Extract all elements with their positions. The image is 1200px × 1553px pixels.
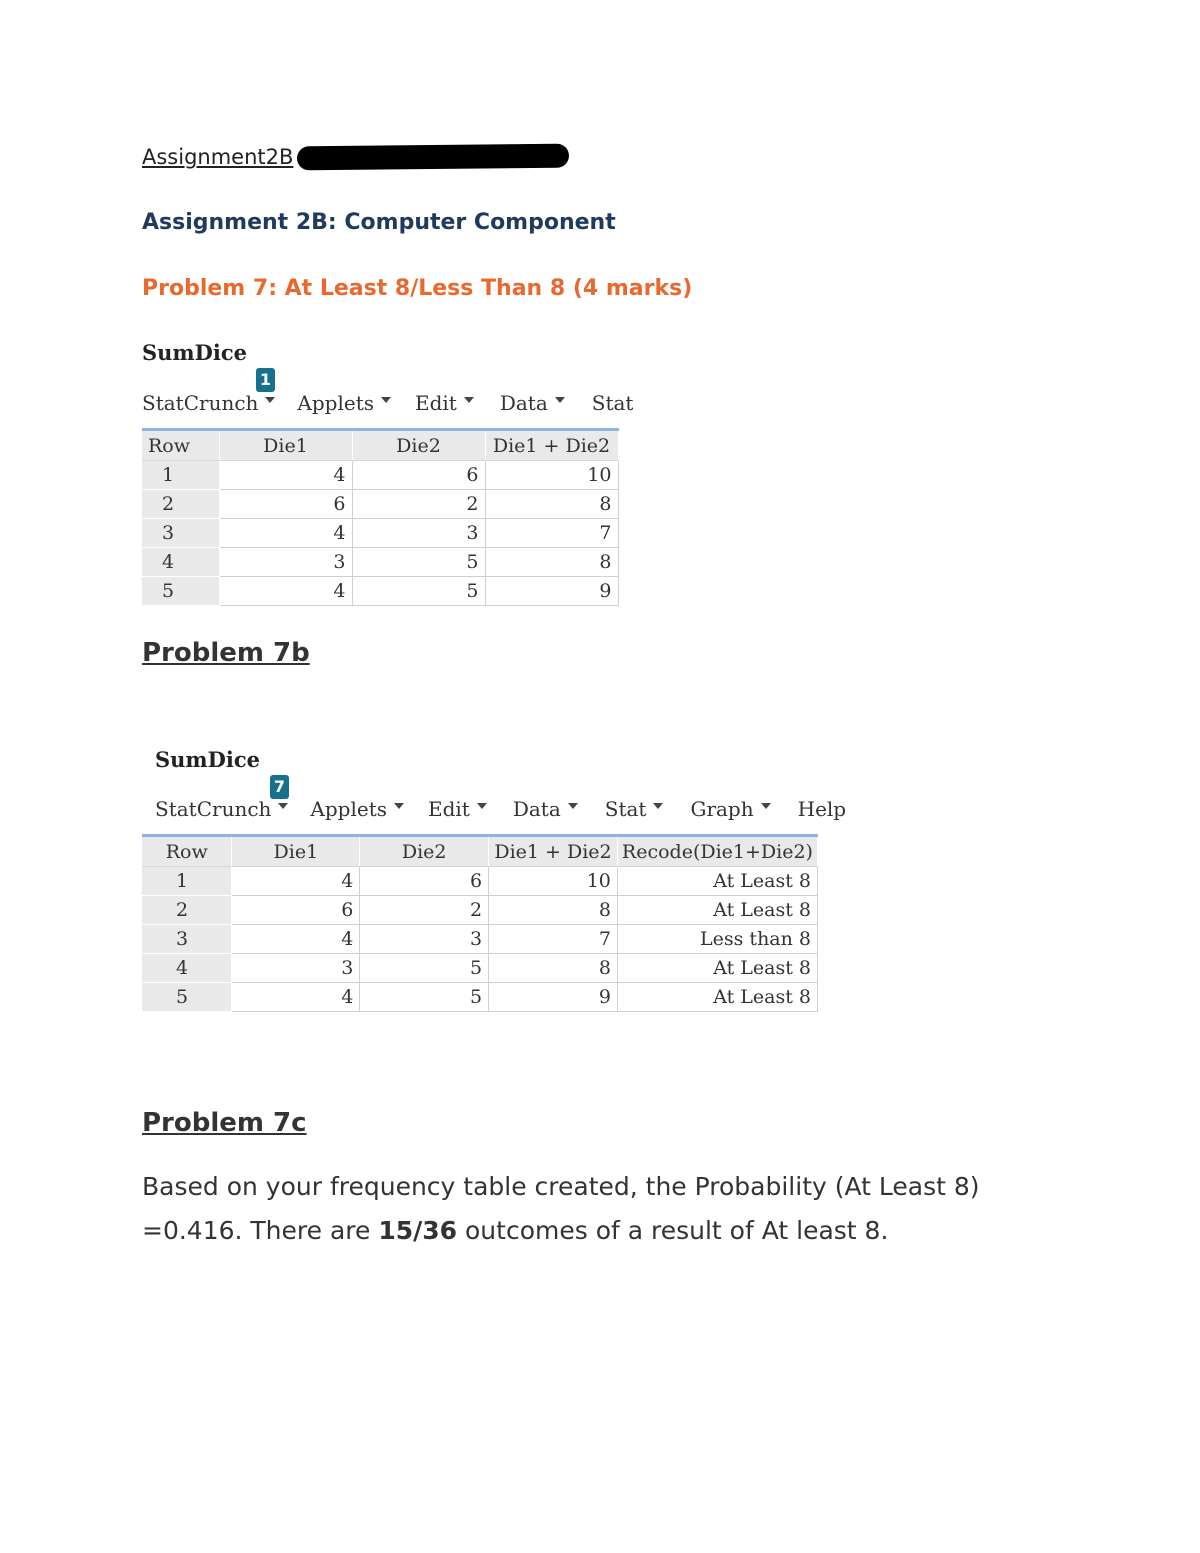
menu-edit[interactable]: Edit — [415, 391, 474, 415]
table-cell[interactable]: At Least 8 — [617, 896, 817, 925]
table-row — [142, 461, 618, 490]
table-cell[interactable]: Less than 8 — [617, 925, 817, 954]
table-row — [142, 925, 818, 954]
chevron-down-icon — [555, 397, 565, 403]
menu-applets[interactable]: Applets — [297, 391, 391, 415]
data-table-1 — [142, 428, 619, 606]
table-cell[interactable]: 8 — [485, 490, 618, 519]
table-cell[interactable]: 10 — [489, 867, 618, 896]
table-cell[interactable]: 3 — [360, 925, 489, 954]
data-table-2-viewport — [142, 834, 818, 1024]
chevron-down-icon — [265, 397, 275, 403]
row-number: 4 — [142, 548, 219, 577]
notification-badge-1: 1 — [256, 368, 275, 392]
table-cell[interactable]: 5 — [360, 954, 489, 983]
table-row — [142, 577, 618, 606]
chevron-down-icon — [381, 397, 391, 403]
table-cell[interactable]: 6 — [232, 896, 360, 925]
sumdice-title-2: SumDice — [155, 747, 260, 772]
table-cell[interactable]: 4 — [232, 925, 360, 954]
table-cell[interactable]: 6 — [219, 490, 352, 519]
table-cell[interactable]: 9 — [485, 577, 618, 606]
table-cell[interactable]: 9 — [489, 983, 618, 1012]
answer-text-2: outcomes of a result of At least 8. — [457, 1216, 889, 1245]
table-cell[interactable]: 8 — [489, 896, 618, 925]
row-number: 4 — [142, 954, 232, 983]
table-cell[interactable]: 5 — [352, 548, 485, 577]
statcrunch-menu-bar-2 — [155, 797, 846, 821]
answer-paragraph — [142, 1165, 1042, 1253]
sumdice-title-1: SumDice — [142, 340, 247, 365]
redacted-name-block — [297, 144, 569, 171]
table-cell[interactable]: 3 — [219, 548, 352, 577]
answer-text-1: Based on your frequency table created, the Probability (At Least 8) =0.416. There are — [142, 1172, 980, 1245]
table-row — [142, 490, 618, 519]
column-header-row[interactable]: Row — [142, 836, 232, 867]
menu-stat[interactable]: Stat — [591, 391, 634, 415]
row-number: 2 — [142, 490, 219, 519]
table-cell[interactable]: At Least 8 — [617, 867, 817, 896]
row-number: 2 — [142, 896, 232, 925]
column-header-die2[interactable]: Die2 — [360, 836, 489, 867]
table-cell[interactable]: 3 — [352, 519, 485, 548]
table-cell[interactable]: 3 — [232, 954, 360, 983]
row-number: 3 — [142, 519, 219, 548]
table-row — [142, 548, 618, 577]
column-header-sum[interactable]: Die1 + Die2 — [489, 836, 618, 867]
answer-bold-fraction: 15/36 — [378, 1216, 458, 1245]
row-number: 5 — [142, 577, 219, 606]
column-header-die1[interactable]: Die1 — [219, 430, 352, 461]
table-cell[interactable]: 7 — [485, 519, 618, 548]
table-cell[interactable]: 6 — [352, 461, 485, 490]
table-row — [142, 896, 818, 925]
chevron-down-icon — [477, 803, 487, 809]
problem7b-heading: Problem 7b — [142, 638, 310, 668]
document-header — [142, 145, 569, 169]
row-number: 1 — [142, 461, 219, 490]
menu-help[interactable]: Help — [797, 797, 847, 821]
table-cell[interactable]: 4 — [219, 461, 352, 490]
menu-data[interactable]: Data — [513, 797, 578, 821]
chevron-down-icon — [464, 397, 474, 403]
data-table-2 — [142, 834, 818, 1012]
main-heading: Assignment 2B: Computer Component — [142, 210, 616, 235]
table-header-row — [142, 430, 618, 461]
row-number: 3 — [142, 925, 232, 954]
table-header-row — [142, 836, 818, 867]
table-cell[interactable]: 4 — [219, 577, 352, 606]
chevron-down-icon — [761, 803, 771, 809]
problem7c-heading: Problem 7c — [142, 1108, 307, 1138]
column-header-die1[interactable]: Die1 — [232, 836, 360, 867]
table-cell[interactable]: 5 — [352, 577, 485, 606]
table-row — [142, 867, 818, 896]
table-cell[interactable]: 4 — [232, 867, 360, 896]
chevron-down-icon — [394, 803, 404, 809]
table-cell[interactable]: At Least 8 — [617, 983, 817, 1012]
document-name: Assignment2B — [142, 145, 294, 169]
table-cell[interactable]: 8 — [489, 954, 618, 983]
statcrunch-menu-bar-1 — [142, 391, 633, 415]
menu-data[interactable]: Data — [500, 391, 565, 415]
data-table-1-viewport — [142, 428, 620, 614]
chevron-down-icon — [278, 803, 288, 809]
table-cell[interactable]: 2 — [360, 896, 489, 925]
menu-graph[interactable]: Graph — [690, 797, 770, 821]
row-number: 1 — [142, 867, 232, 896]
table-cell[interactable]: 5 — [360, 983, 489, 1012]
table-cell[interactable]: 8 — [485, 548, 618, 577]
table-cell[interactable]: 7 — [489, 925, 618, 954]
column-header-die2[interactable]: Die2 — [352, 430, 485, 461]
table-cell[interactable]: 4 — [232, 983, 360, 1012]
table-row — [142, 519, 618, 548]
table-cell[interactable]: 2 — [352, 490, 485, 519]
column-header-sum[interactable]: Die1 + Die2 — [485, 430, 618, 461]
table-cell[interactable]: 4 — [219, 519, 352, 548]
menu-applets[interactable]: Applets — [310, 797, 404, 821]
row-number: 5 — [142, 983, 232, 1012]
column-header-row[interactable]: Row — [142, 430, 219, 461]
menu-statcrunch[interactable]: StatCrunch — [142, 391, 275, 415]
table-cell[interactable]: 6 — [360, 867, 489, 896]
chevron-down-icon — [653, 803, 663, 809]
table-cell[interactable]: At Least 8 — [617, 954, 817, 983]
menu-statcrunch[interactable]: StatCrunch — [155, 797, 288, 821]
column-header-recode[interactable]: Recode(Die1+Die2) — [617, 836, 817, 867]
menu-stat[interactable]: Stat — [605, 797, 664, 821]
chevron-down-icon — [568, 803, 578, 809]
menu-edit[interactable]: Edit — [428, 797, 487, 821]
table-row — [142, 954, 818, 983]
table-row — [142, 983, 818, 1012]
problem7-heading: Problem 7: At Least 8/Less Than 8 (4 marks) — [142, 276, 693, 301]
notification-badge-2: 7 — [270, 775, 289, 799]
table-cell[interactable]: 10 — [485, 461, 618, 490]
